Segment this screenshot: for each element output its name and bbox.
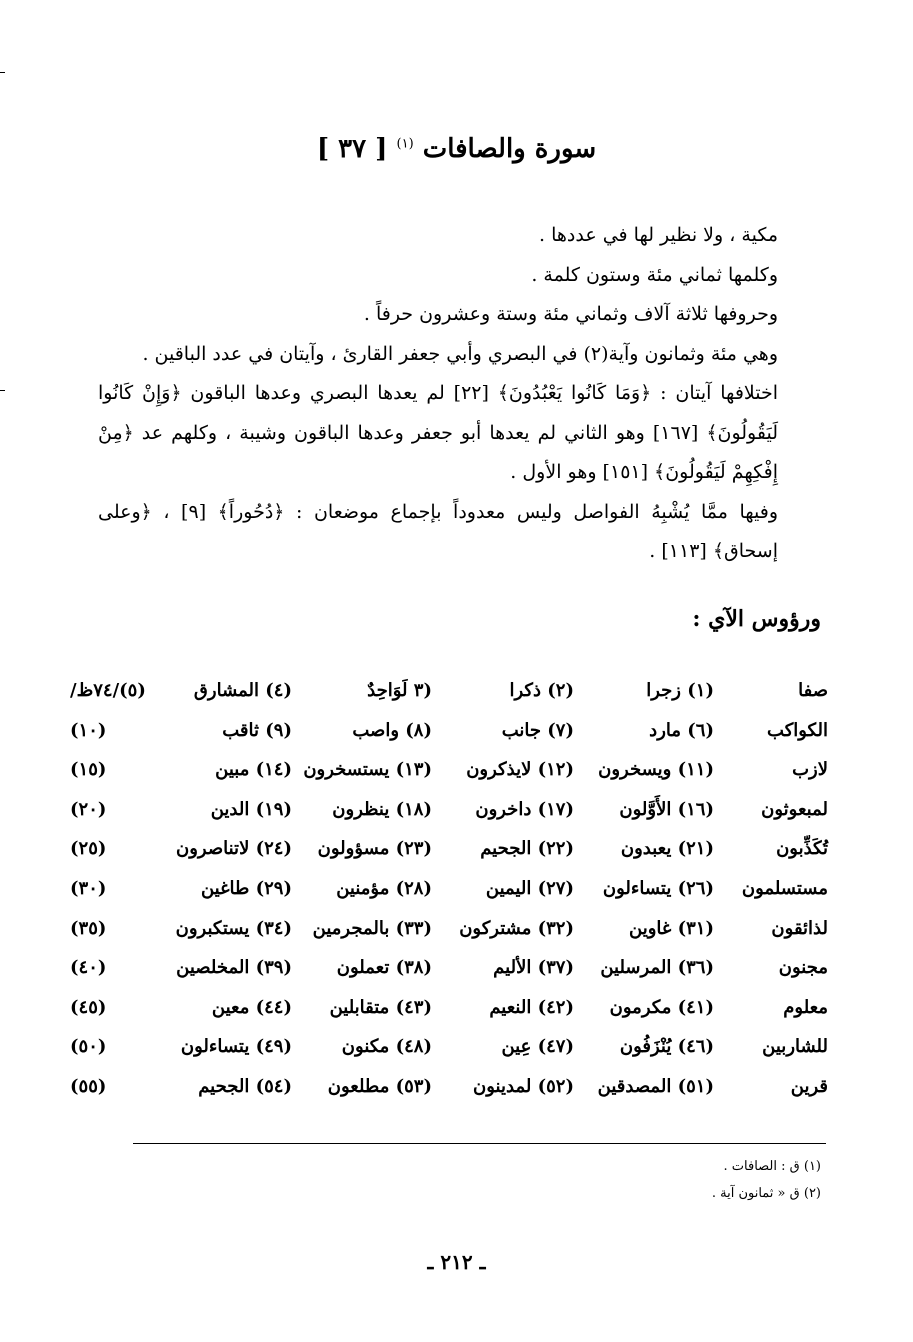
verse-head-cell: (١٦) الأَوَّلون [619,798,714,820]
verse-head-cell: (٣٩) المخلصين [176,957,292,979]
verse-head-cell: (٢٥) [70,838,107,860]
intro-line: وكلمها ثماني مئة وستون كلمة . [531,263,778,286]
verse-row [70,957,828,997]
verse-head-cell: (٤٧) عِين [501,1036,574,1058]
verse-head-cell: (٣٥) [70,917,107,939]
verse-head-cell: (٥٤) الجحيم [198,1075,292,1097]
verse-head-cell: (١٠) [70,719,107,741]
surah-number: [ ٣٧ ] [316,134,388,164]
verse-head-cell: (١٤) مبين [215,759,292,781]
verse-row [70,799,828,839]
verse-head-cell: (٣١) غاوين [629,917,714,939]
page-number: ـ ٢١٢ ـ [427,1250,486,1274]
verse-head-cell: (٣٦) المرسلين [600,957,714,979]
verse-head-cell: (٤) المشارق [193,680,292,701]
verse-head-cell: (٤٦) يُنْزَفُون [619,1036,714,1058]
verse-head-cell: للشاربين [762,1036,828,1058]
verse-head-cell: (٤١) مكرمون [609,996,714,1018]
verse-head-cell: (٣٤) يستكبرون [175,917,292,939]
intro-line: مكية ، ولا نظير لها في عددها . [539,224,778,246]
verse-head-cell: (٣٣) بالمجرمين [312,917,432,939]
verse-head-cell: (١٥) [70,759,107,781]
verse-head-cell: (٢) ذكرا [509,680,574,701]
verse-head-cell: (٢٣) مسؤولون [317,838,432,860]
intro-paragraph-similar: وفيها ممَّا يُشْبِهُ الفواصل وليس معدوداً بإجماع موضعان : ﴿دُحُوراً﴾ [٩] ، ﴿وعلى إسحاق﴾ [١١٣] . [98,500,778,562]
verse-head-cell: لمبعوثون [761,798,828,820]
verse-head-cell: (٤٨) مكنون [341,1036,432,1058]
intro-text [98,216,778,572]
verse-head-cell: (٢٦) يتساءلون [602,877,714,899]
surah-title [0,134,913,164]
verse-head-cell: (٥)/٧٤ظ/ [70,680,146,701]
verse-head-cell: (٢٤) لاتناصرون [176,838,292,860]
verse-head-cell: لازب [792,759,828,781]
verse-head-cell: (٩) ثاقب [222,719,292,741]
verse-head-cell: (٤٠) [70,957,107,979]
verse-head-cell: (٢١) يعبدون [620,838,714,860]
intro-paragraph-differences: اختلافها آيتان : ﴿وَمَا كَانُوا يَعْبُدُونَ﴾ [٢٢] لم يعدها البصري وعدها الباقون ﴿وَإِنْ كَانُوا لَيَقُولُونَ﴾ [١٦٧] وهو الثاني لم يعدها أبو جعفر وعدها الباقون وشيبة ، وكلهم عد ﴿مِنْ إِفْكِهِمْ لَيَقُولُونَ﴾ [١٥١] وهو الأول . [98,382,778,483]
verse-head-cell: (١٩) الدين [210,798,292,820]
verse-row [70,1076,828,1116]
verse-head-cell: (٤٥) [70,996,107,1018]
verse-row [70,680,828,720]
verse-head-cell: (٨) واصب [352,719,432,741]
verse-head-cell: (١٢) لايذكرون [466,759,574,781]
verse-row [70,759,828,799]
verse-row [70,720,828,760]
verse-head-cell: (٣٨) تعملون [336,957,432,979]
verse-head-cell: (٤٩) يتساءلون [180,1036,292,1058]
verse-row [70,1036,828,1076]
intro-line: وهي مئة وثمانون وآية(٢) في البصري وأبي جعفر القارئ ، وآيتان في عدد الباقين . [142,342,778,365]
verse-heads-table [70,680,828,1116]
verse-head-cell: (٦) مارد [649,719,714,741]
verse-head-cell: (١١) ويسخرون [598,759,714,781]
verse-head-cell: (٢٧) اليمين [485,877,574,899]
surah-title-text: سورة والصافات [422,134,597,164]
verse-head-cell: (١) زجرا [646,680,714,701]
verse-head-cell: لذائقون [771,917,828,939]
footnote: (١) ق : الصافات . [723,1159,821,1174]
verse-head-cell: مجنون [778,957,828,979]
verse-row [70,997,828,1037]
verse-head-cell: تُكَذِّبون [776,838,828,860]
verse-head-cell: (١٨) ينظرون [332,798,432,820]
intro-line: وحروفها ثلاثة آلاف وثماني مئة وستة وعشرون حرفاً . [363,303,778,325]
verse-head-cell: (١٣) يستسخرون [303,759,432,781]
verse-head-cell: (٣٧) الأليم [493,957,574,979]
footnote: (٢) ق « ثمانون آية . [711,1186,821,1201]
verse-head-cell: (٢٠) [70,798,107,820]
verse-head-cell: الكواكب [767,719,828,741]
verse-heads-heading: ورؤوس الآي : [692,606,821,632]
verse-head-cell: (٢٨) مؤمنين [336,877,432,899]
verse-head-cell: (٤٢) النعيم [489,996,574,1018]
verse-head-cell: (٢٢) الجحيم [480,838,574,860]
footnotes [712,1153,821,1207]
verse-head-cell: مستسلمون [741,877,828,899]
verse-head-cell: (٥٠) [70,1036,107,1058]
verse-head-cell: (٣٠) [70,877,107,899]
verse-head-cell: (٧) جانب [501,719,574,741]
verse-head-cell: (٤٤) معين [211,996,292,1018]
verse-head-cell: (٥١) المصدقين [597,1075,714,1097]
verse-head-cell: معلوم [783,996,828,1018]
verse-head-cell: (٥٣) مطلعون [327,1075,432,1097]
verse-head-cell: (٤٣) متقابلين [329,996,432,1018]
title-footnote-ref: (١) [396,136,414,152]
verse-row [70,838,828,878]
verse-head-cell: (٣٢) مشتركون [459,917,574,939]
verse-row [70,878,828,918]
verse-head-cell: (٥٥) [70,1075,107,1097]
verse-head-cell: صفا [798,680,828,701]
verse-head-cell: (١٧) داخرون [475,798,574,820]
verse-head-cell: قرين [790,1075,828,1097]
verse-row [70,918,828,958]
verse-head-cell: (٣ لَوَاحِدٌ [367,680,432,701]
footnote-divider [133,1143,826,1144]
verse-head-cell: (٥٢) لمدينون [473,1075,574,1097]
verse-head-cell: (٢٩) طاغين [200,877,292,899]
